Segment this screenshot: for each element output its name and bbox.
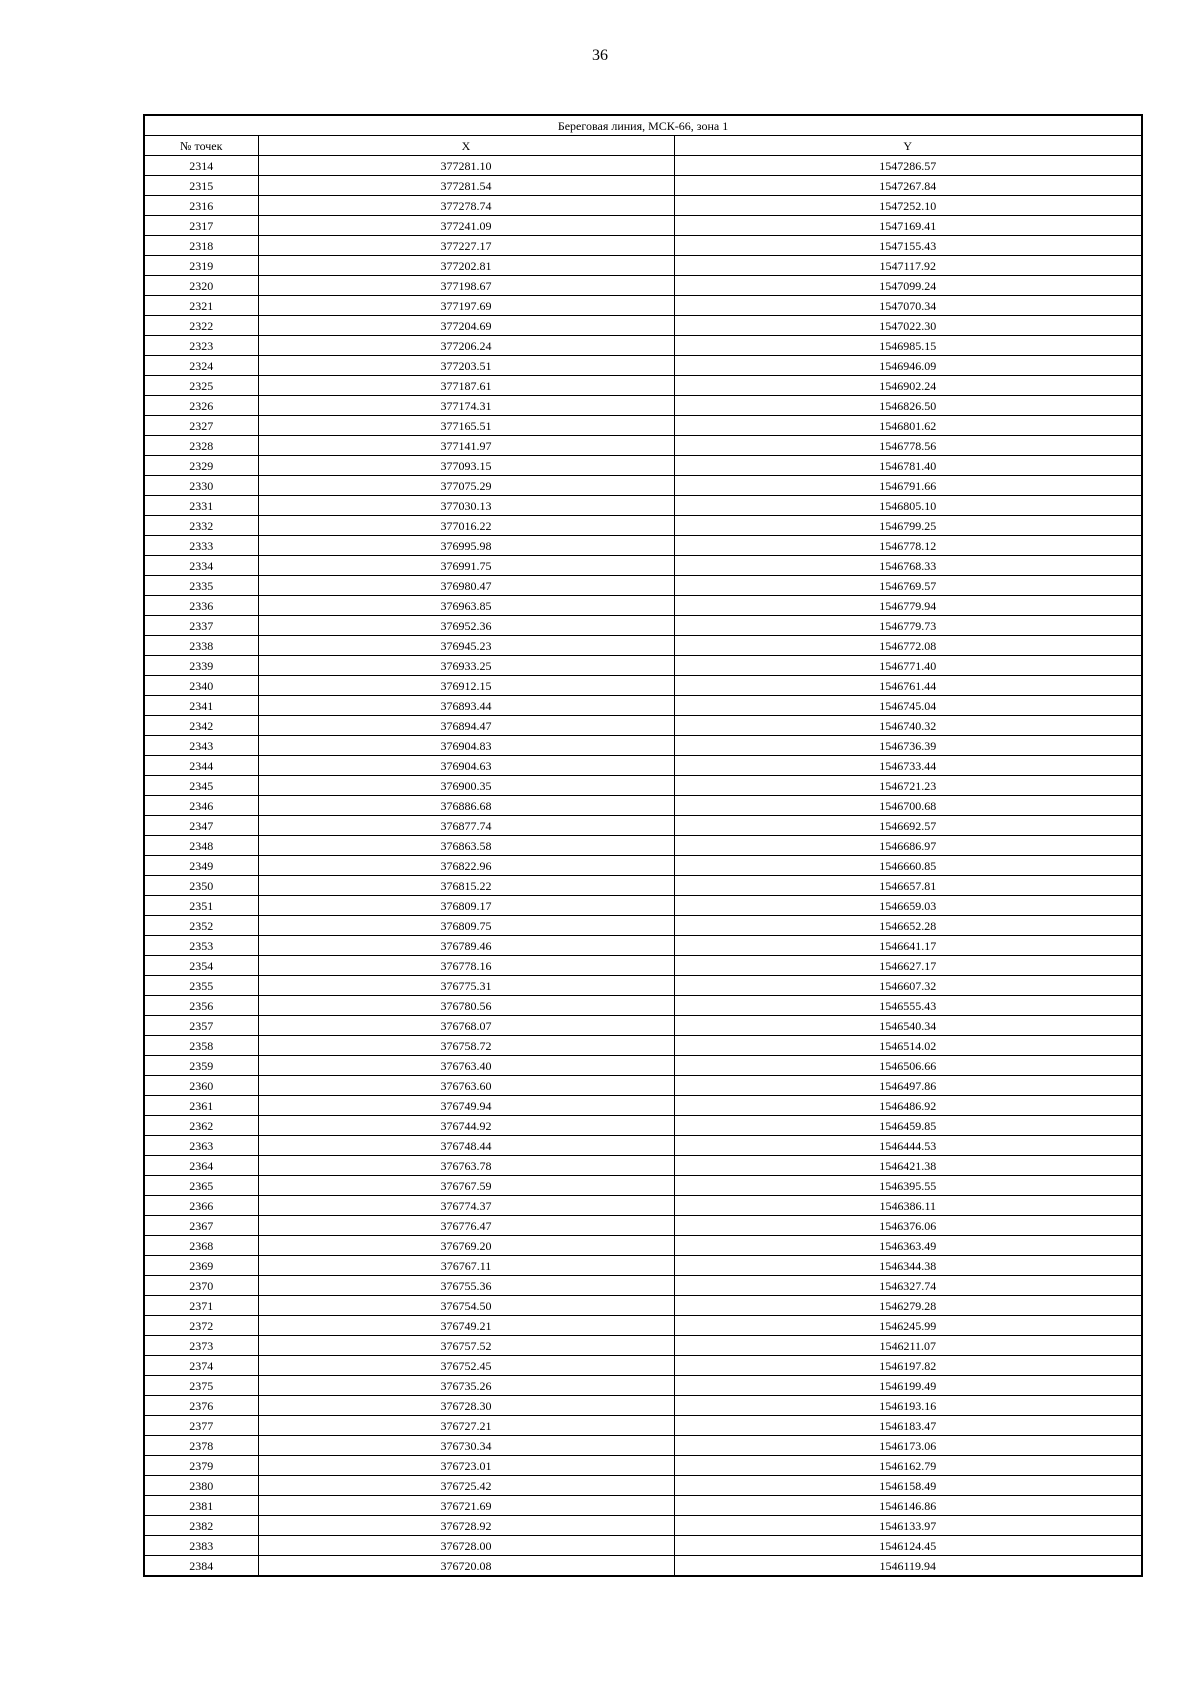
point-number-cell: 2320 bbox=[144, 276, 258, 296]
y-cell: 1546660.85 bbox=[674, 856, 1142, 876]
table-row bbox=[144, 696, 1142, 716]
y-cell: 1547070.34 bbox=[674, 296, 1142, 316]
point-number-cell: 2380 bbox=[144, 1476, 258, 1496]
table-row bbox=[144, 1336, 1142, 1356]
table-row bbox=[144, 796, 1142, 816]
point-number-cell: 2315 bbox=[144, 176, 258, 196]
y-cell: 1546506.66 bbox=[674, 1056, 1142, 1076]
y-cell: 1546279.28 bbox=[674, 1296, 1142, 1316]
x-cell: 376904.63 bbox=[258, 756, 674, 776]
table-row bbox=[144, 476, 1142, 496]
y-cell: 1546771.40 bbox=[674, 656, 1142, 676]
x-cell: 377206.24 bbox=[258, 336, 674, 356]
y-cell: 1546740.32 bbox=[674, 716, 1142, 736]
table-row bbox=[144, 676, 1142, 696]
x-cell: 376763.78 bbox=[258, 1156, 674, 1176]
point-number-cell: 2360 bbox=[144, 1076, 258, 1096]
table-row bbox=[144, 336, 1142, 356]
table-row bbox=[144, 816, 1142, 836]
table-row bbox=[144, 736, 1142, 756]
table-row bbox=[144, 976, 1142, 996]
y-cell: 1546245.99 bbox=[674, 1316, 1142, 1336]
point-number-cell: 2369 bbox=[144, 1256, 258, 1276]
point-number-cell: 2365 bbox=[144, 1176, 258, 1196]
x-cell: 376721.69 bbox=[258, 1496, 674, 1516]
point-number-cell: 2377 bbox=[144, 1416, 258, 1436]
point-number-cell: 2341 bbox=[144, 696, 258, 716]
table-row bbox=[144, 256, 1142, 276]
y-cell: 1546791.66 bbox=[674, 476, 1142, 496]
point-number-cell: 2351 bbox=[144, 896, 258, 916]
y-cell: 1546946.09 bbox=[674, 356, 1142, 376]
x-cell: 376728.00 bbox=[258, 1536, 674, 1556]
y-cell: 1546199.49 bbox=[674, 1376, 1142, 1396]
x-cell: 376748.44 bbox=[258, 1136, 674, 1156]
x-cell: 377281.10 bbox=[258, 156, 674, 176]
x-cell: 376749.21 bbox=[258, 1316, 674, 1336]
x-cell: 376877.74 bbox=[258, 816, 674, 836]
table-row bbox=[144, 776, 1142, 796]
point-number-cell: 2357 bbox=[144, 1016, 258, 1036]
point-number-cell: 2353 bbox=[144, 936, 258, 956]
y-cell: 1546781.40 bbox=[674, 456, 1142, 476]
point-number-cell: 2358 bbox=[144, 1036, 258, 1056]
y-cell: 1547155.43 bbox=[674, 236, 1142, 256]
table-body bbox=[144, 156, 1142, 1577]
point-number-cell: 2339 bbox=[144, 656, 258, 676]
y-cell: 1546778.56 bbox=[674, 436, 1142, 456]
y-cell: 1546421.38 bbox=[674, 1156, 1142, 1176]
table-row bbox=[144, 1056, 1142, 1076]
y-cell: 1546540.34 bbox=[674, 1016, 1142, 1036]
table-row bbox=[144, 1236, 1142, 1256]
table-row bbox=[144, 1076, 1142, 1096]
y-cell: 1546733.44 bbox=[674, 756, 1142, 776]
page-number: 36 bbox=[592, 47, 608, 64]
x-cell: 376725.42 bbox=[258, 1476, 674, 1496]
point-number-cell: 2355 bbox=[144, 976, 258, 996]
point-number-cell: 2372 bbox=[144, 1316, 258, 1336]
x-cell: 376763.60 bbox=[258, 1076, 674, 1096]
x-cell: 377016.22 bbox=[258, 516, 674, 536]
point-number-cell: 2356 bbox=[144, 996, 258, 1016]
x-cell: 376900.35 bbox=[258, 776, 674, 796]
point-number-cell: 2316 bbox=[144, 196, 258, 216]
point-number-cell: 2330 bbox=[144, 476, 258, 496]
table-row bbox=[144, 936, 1142, 956]
table-row bbox=[144, 1296, 1142, 1316]
x-cell: 376767.11 bbox=[258, 1256, 674, 1276]
table-row bbox=[144, 1396, 1142, 1416]
y-cell: 1546514.02 bbox=[674, 1036, 1142, 1056]
y-cell: 1546801.62 bbox=[674, 416, 1142, 436]
y-cell: 1546778.12 bbox=[674, 536, 1142, 556]
point-number-cell: 2325 bbox=[144, 376, 258, 396]
y-cell: 1547117.92 bbox=[674, 256, 1142, 276]
table-row bbox=[144, 516, 1142, 536]
y-cell: 1546183.47 bbox=[674, 1416, 1142, 1436]
point-number-cell: 2378 bbox=[144, 1436, 258, 1456]
x-cell: 376769.20 bbox=[258, 1236, 674, 1256]
point-number-cell: 2335 bbox=[144, 576, 258, 596]
x-cell: 376744.92 bbox=[258, 1116, 674, 1136]
table-row bbox=[144, 1116, 1142, 1136]
y-cell: 1546211.07 bbox=[674, 1336, 1142, 1356]
point-number-cell: 2319 bbox=[144, 256, 258, 276]
point-number-cell: 2368 bbox=[144, 1236, 258, 1256]
table-row bbox=[144, 1276, 1142, 1296]
y-cell: 1546197.82 bbox=[674, 1356, 1142, 1376]
y-cell: 1547267.84 bbox=[674, 176, 1142, 196]
table-row bbox=[144, 1436, 1142, 1456]
table-row bbox=[144, 876, 1142, 896]
x-cell: 377203.51 bbox=[258, 356, 674, 376]
y-cell: 1546657.81 bbox=[674, 876, 1142, 896]
point-number-cell: 2345 bbox=[144, 776, 258, 796]
y-cell: 1546158.49 bbox=[674, 1476, 1142, 1496]
point-number-cell: 2362 bbox=[144, 1116, 258, 1136]
x-cell: 376752.45 bbox=[258, 1356, 674, 1376]
point-number-cell: 2321 bbox=[144, 296, 258, 316]
y-cell: 1546902.24 bbox=[674, 376, 1142, 396]
y-cell: 1546799.25 bbox=[674, 516, 1142, 536]
x-cell: 376749.94 bbox=[258, 1096, 674, 1116]
table-row bbox=[144, 1176, 1142, 1196]
table-row bbox=[144, 1356, 1142, 1376]
x-cell: 377030.13 bbox=[258, 496, 674, 516]
x-cell: 377198.67 bbox=[258, 276, 674, 296]
column-header-y: Y bbox=[674, 136, 1142, 156]
point-number-cell: 2327 bbox=[144, 416, 258, 436]
point-number-cell: 2331 bbox=[144, 496, 258, 516]
point-number-cell: 2370 bbox=[144, 1276, 258, 1296]
point-number-cell: 2342 bbox=[144, 716, 258, 736]
y-cell: 1546119.94 bbox=[674, 1556, 1142, 1577]
point-number-cell: 2363 bbox=[144, 1136, 258, 1156]
x-cell: 376809.17 bbox=[258, 896, 674, 916]
point-number-cell: 2338 bbox=[144, 636, 258, 656]
y-cell: 1546327.74 bbox=[674, 1276, 1142, 1296]
y-cell: 1546772.08 bbox=[674, 636, 1142, 656]
point-number-cell: 2379 bbox=[144, 1456, 258, 1476]
column-header-x: X bbox=[258, 136, 674, 156]
x-cell: 376776.47 bbox=[258, 1216, 674, 1236]
point-number-cell: 2381 bbox=[144, 1496, 258, 1516]
y-cell: 1546700.68 bbox=[674, 796, 1142, 816]
y-cell: 1546133.97 bbox=[674, 1516, 1142, 1536]
point-number-cell: 2366 bbox=[144, 1196, 258, 1216]
x-cell: 376995.98 bbox=[258, 536, 674, 556]
x-cell: 377174.31 bbox=[258, 396, 674, 416]
x-cell: 377204.69 bbox=[258, 316, 674, 336]
x-cell: 376886.68 bbox=[258, 796, 674, 816]
point-number-cell: 2384 bbox=[144, 1556, 258, 1577]
x-cell: 376904.83 bbox=[258, 736, 674, 756]
table-row bbox=[144, 576, 1142, 596]
table-row bbox=[144, 1556, 1142, 1577]
table-row bbox=[144, 1516, 1142, 1536]
point-number-cell: 2375 bbox=[144, 1376, 258, 1396]
x-cell: 377197.69 bbox=[258, 296, 674, 316]
table-row bbox=[144, 596, 1142, 616]
y-cell: 1546146.86 bbox=[674, 1496, 1142, 1516]
x-cell: 376720.08 bbox=[258, 1556, 674, 1577]
y-cell: 1546652.28 bbox=[674, 916, 1142, 936]
x-cell: 376952.36 bbox=[258, 616, 674, 636]
x-cell: 376991.75 bbox=[258, 556, 674, 576]
y-cell: 1546459.85 bbox=[674, 1116, 1142, 1136]
x-cell: 376754.50 bbox=[258, 1296, 674, 1316]
y-cell: 1547169.41 bbox=[674, 216, 1142, 236]
x-cell: 377278.74 bbox=[258, 196, 674, 216]
table-row bbox=[144, 616, 1142, 636]
table-row bbox=[144, 1496, 1142, 1516]
point-number-cell: 2329 bbox=[144, 456, 258, 476]
table-header-row bbox=[144, 136, 1142, 156]
point-number-cell: 2347 bbox=[144, 816, 258, 836]
y-cell: 1546627.17 bbox=[674, 956, 1142, 976]
x-cell: 376933.25 bbox=[258, 656, 674, 676]
point-number-cell: 2344 bbox=[144, 756, 258, 776]
point-number-cell: 2337 bbox=[144, 616, 258, 636]
x-cell: 376758.72 bbox=[258, 1036, 674, 1056]
point-number-cell: 2333 bbox=[144, 536, 258, 556]
y-cell: 1546641.17 bbox=[674, 936, 1142, 956]
point-number-cell: 2367 bbox=[144, 1216, 258, 1236]
table-row bbox=[144, 396, 1142, 416]
column-header-point-number: № точек bbox=[144, 136, 258, 156]
table-row bbox=[144, 1136, 1142, 1156]
x-cell: 377202.81 bbox=[258, 256, 674, 276]
point-number-cell: 2334 bbox=[144, 556, 258, 576]
y-cell: 1547252.10 bbox=[674, 196, 1142, 216]
y-cell: 1546692.57 bbox=[674, 816, 1142, 836]
x-cell: 377075.29 bbox=[258, 476, 674, 496]
table-row bbox=[144, 996, 1142, 1016]
y-cell: 1546344.38 bbox=[674, 1256, 1142, 1276]
table-row bbox=[144, 176, 1142, 196]
x-cell: 376735.26 bbox=[258, 1376, 674, 1396]
table-row bbox=[144, 296, 1142, 316]
point-number-cell: 2317 bbox=[144, 216, 258, 236]
x-cell: 377281.54 bbox=[258, 176, 674, 196]
table-row bbox=[144, 1376, 1142, 1396]
x-cell: 376815.22 bbox=[258, 876, 674, 896]
y-cell: 1546736.39 bbox=[674, 736, 1142, 756]
point-number-cell: 2323 bbox=[144, 336, 258, 356]
table-row bbox=[144, 376, 1142, 396]
x-cell: 376755.36 bbox=[258, 1276, 674, 1296]
y-cell: 1546124.45 bbox=[674, 1536, 1142, 1556]
point-number-cell: 2376 bbox=[144, 1396, 258, 1416]
point-number-cell: 2371 bbox=[144, 1296, 258, 1316]
point-number-cell: 2328 bbox=[144, 436, 258, 456]
table-row bbox=[144, 716, 1142, 736]
x-cell: 376980.47 bbox=[258, 576, 674, 596]
x-cell: 376963.85 bbox=[258, 596, 674, 616]
point-number-cell: 2350 bbox=[144, 876, 258, 896]
y-cell: 1546826.50 bbox=[674, 396, 1142, 416]
x-cell: 376894.47 bbox=[258, 716, 674, 736]
table-row bbox=[144, 556, 1142, 576]
table-row bbox=[144, 356, 1142, 376]
y-cell: 1546768.33 bbox=[674, 556, 1142, 576]
x-cell: 376945.23 bbox=[258, 636, 674, 656]
point-number-cell: 2322 bbox=[144, 316, 258, 336]
point-number-cell: 2364 bbox=[144, 1156, 258, 1176]
x-cell: 376778.16 bbox=[258, 956, 674, 976]
x-cell: 377187.61 bbox=[258, 376, 674, 396]
table-row bbox=[144, 456, 1142, 476]
y-cell: 1546769.57 bbox=[674, 576, 1142, 596]
point-number-cell: 2326 bbox=[144, 396, 258, 416]
y-cell: 1546162.79 bbox=[674, 1456, 1142, 1476]
y-cell: 1546386.11 bbox=[674, 1196, 1142, 1216]
point-number-cell: 2343 bbox=[144, 736, 258, 756]
point-number-cell: 2374 bbox=[144, 1356, 258, 1376]
y-cell: 1546486.92 bbox=[674, 1096, 1142, 1116]
x-cell: 377227.17 bbox=[258, 236, 674, 256]
table-row bbox=[144, 1016, 1142, 1036]
y-cell: 1546395.55 bbox=[674, 1176, 1142, 1196]
table-row bbox=[144, 436, 1142, 456]
x-cell: 376912.15 bbox=[258, 676, 674, 696]
y-cell: 1546376.06 bbox=[674, 1216, 1142, 1236]
coordinates-table bbox=[143, 114, 1143, 1577]
table-row bbox=[144, 916, 1142, 936]
x-cell: 376774.37 bbox=[258, 1196, 674, 1216]
table-row bbox=[144, 1456, 1142, 1476]
y-cell: 1547286.57 bbox=[674, 156, 1142, 176]
point-number-cell: 2382 bbox=[144, 1516, 258, 1536]
y-cell: 1546745.04 bbox=[674, 696, 1142, 716]
x-cell: 376728.30 bbox=[258, 1396, 674, 1416]
table-row bbox=[144, 1476, 1142, 1496]
x-cell: 376727.21 bbox=[258, 1416, 674, 1436]
y-cell: 1546721.23 bbox=[674, 776, 1142, 796]
point-number-cell: 2314 bbox=[144, 156, 258, 176]
point-number-cell: 2349 bbox=[144, 856, 258, 876]
x-cell: 377141.97 bbox=[258, 436, 674, 456]
y-cell: 1546659.03 bbox=[674, 896, 1142, 916]
y-cell: 1546173.06 bbox=[674, 1436, 1142, 1456]
table-row bbox=[144, 496, 1142, 516]
table-row bbox=[144, 1316, 1142, 1336]
point-number-cell: 2340 bbox=[144, 676, 258, 696]
point-number-cell: 2359 bbox=[144, 1056, 258, 1076]
y-cell: 1546779.73 bbox=[674, 616, 1142, 636]
table-row bbox=[144, 1036, 1142, 1056]
y-cell: 1546497.86 bbox=[674, 1076, 1142, 1096]
table-row bbox=[144, 896, 1142, 916]
table-row bbox=[144, 1536, 1142, 1556]
table-row bbox=[144, 856, 1142, 876]
x-cell: 376730.34 bbox=[258, 1436, 674, 1456]
table-row bbox=[144, 636, 1142, 656]
x-cell: 376809.75 bbox=[258, 916, 674, 936]
table-row bbox=[144, 1096, 1142, 1116]
x-cell: 376723.01 bbox=[258, 1456, 674, 1476]
y-cell: 1546444.53 bbox=[674, 1136, 1142, 1156]
table-row bbox=[144, 1196, 1142, 1216]
x-cell: 376728.92 bbox=[258, 1516, 674, 1536]
y-cell: 1547022.30 bbox=[674, 316, 1142, 336]
point-number-cell: 2383 bbox=[144, 1536, 258, 1556]
table-row bbox=[144, 156, 1142, 176]
point-number-cell: 2373 bbox=[144, 1336, 258, 1356]
x-cell: 376767.59 bbox=[258, 1176, 674, 1196]
y-cell: 1546761.44 bbox=[674, 676, 1142, 696]
point-number-cell: 2346 bbox=[144, 796, 258, 816]
table-title: Береговая линия, МСК-66, зона 1 bbox=[144, 115, 1142, 136]
table-row bbox=[144, 956, 1142, 976]
table-row bbox=[144, 836, 1142, 856]
table-title-row bbox=[144, 115, 1142, 136]
x-cell: 377165.51 bbox=[258, 416, 674, 436]
table-row bbox=[144, 276, 1142, 296]
table-row bbox=[144, 1416, 1142, 1436]
x-cell: 376789.46 bbox=[258, 936, 674, 956]
table-row bbox=[144, 536, 1142, 556]
point-number-cell: 2324 bbox=[144, 356, 258, 376]
x-cell: 377093.15 bbox=[258, 456, 674, 476]
point-number-cell: 2348 bbox=[144, 836, 258, 856]
y-cell: 1546805.10 bbox=[674, 496, 1142, 516]
x-cell: 376822.96 bbox=[258, 856, 674, 876]
point-number-cell: 2318 bbox=[144, 236, 258, 256]
table-row bbox=[144, 236, 1142, 256]
table-row bbox=[144, 1156, 1142, 1176]
x-cell: 376763.40 bbox=[258, 1056, 674, 1076]
y-cell: 1546555.43 bbox=[674, 996, 1142, 1016]
table-row bbox=[144, 316, 1142, 336]
point-number-cell: 2361 bbox=[144, 1096, 258, 1116]
y-cell: 1547099.24 bbox=[674, 276, 1142, 296]
y-cell: 1546686.97 bbox=[674, 836, 1142, 856]
x-cell: 376757.52 bbox=[258, 1336, 674, 1356]
table-row bbox=[144, 1216, 1142, 1236]
x-cell: 376863.58 bbox=[258, 836, 674, 856]
point-number-cell: 2336 bbox=[144, 596, 258, 616]
x-cell: 376780.56 bbox=[258, 996, 674, 1016]
point-number-cell: 2332 bbox=[144, 516, 258, 536]
table-row bbox=[144, 196, 1142, 216]
point-number-cell: 2354 bbox=[144, 956, 258, 976]
table-row bbox=[144, 656, 1142, 676]
table-row bbox=[144, 416, 1142, 436]
y-cell: 1546607.32 bbox=[674, 976, 1142, 996]
y-cell: 1546363.49 bbox=[674, 1236, 1142, 1256]
x-cell: 377241.09 bbox=[258, 216, 674, 236]
y-cell: 1546779.94 bbox=[674, 596, 1142, 616]
table-row bbox=[144, 216, 1142, 236]
y-cell: 1546985.15 bbox=[674, 336, 1142, 356]
x-cell: 376768.07 bbox=[258, 1016, 674, 1036]
x-cell: 376893.44 bbox=[258, 696, 674, 716]
table-row bbox=[144, 756, 1142, 776]
y-cell: 1546193.16 bbox=[674, 1396, 1142, 1416]
table-row bbox=[144, 1256, 1142, 1276]
x-cell: 376775.31 bbox=[258, 976, 674, 996]
point-number-cell: 2352 bbox=[144, 916, 258, 936]
